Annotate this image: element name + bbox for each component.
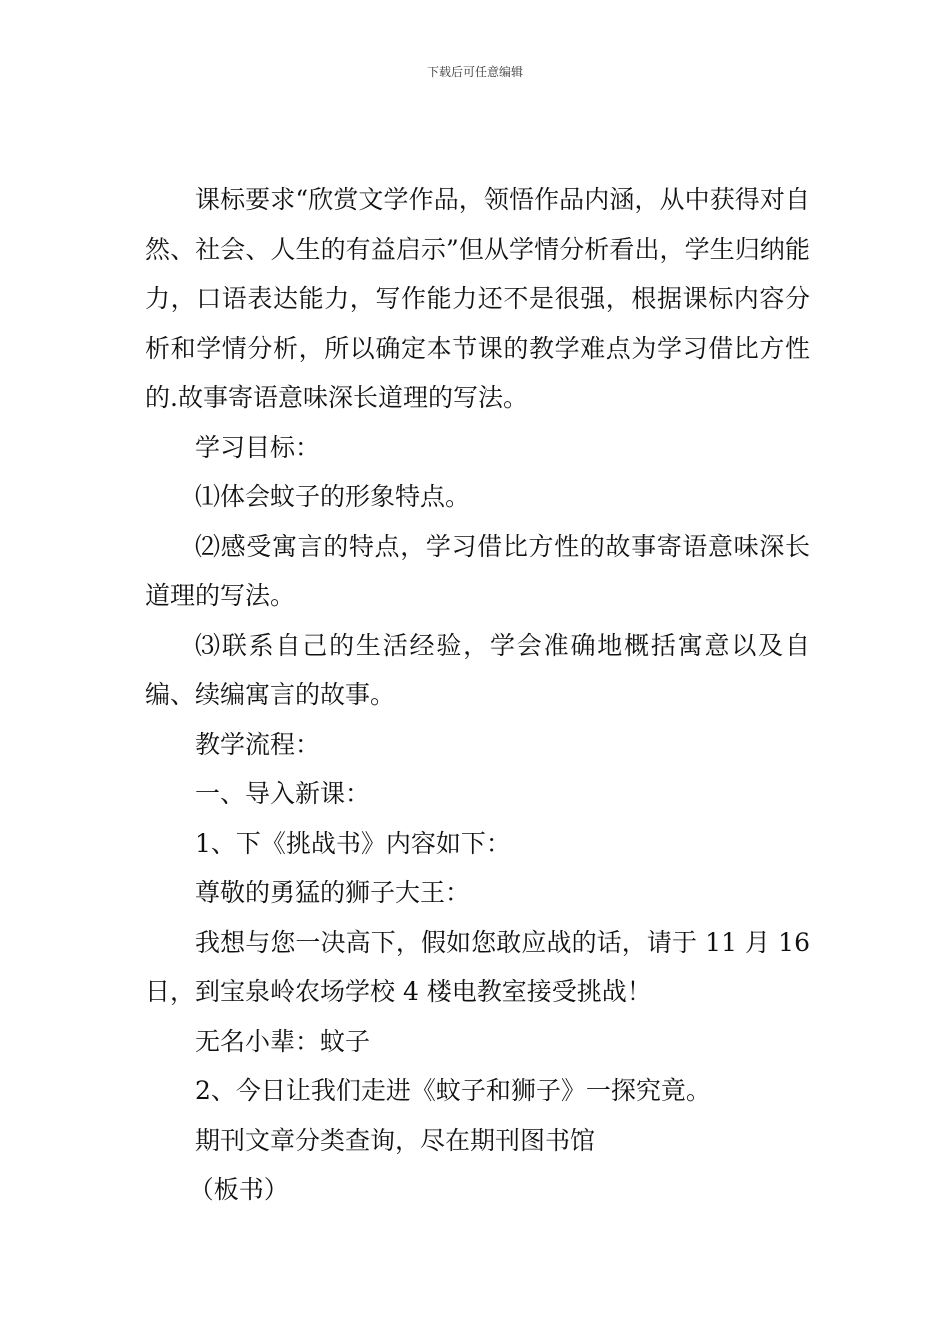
paragraph-goal-2: ⑵感受寓言的特点，学习借比方性的故事寄语意味深长道理的写法。 [145, 531, 810, 610]
paragraph-learning-goals-heading: 学习目标： [195, 432, 321, 462]
paragraph-explore-story: 2、今日让我们走进《蚊子和狮子》一探究竟。 [195, 1076, 711, 1105]
page-header: 下载后可任意编辑 [426, 65, 523, 79]
paragraph-challenge-body: 我想与您一决高下，假如您敢应战的话，请于 11 月 16 日，到宝泉岭农场学校 4 楼电教室接受挑战！ [145, 927, 810, 1006]
paragraph-section-intro: 一、导入新课： [195, 779, 371, 808]
paragraph-goal-1: ⑴体会蚊子的形象特点。 [195, 482, 471, 511]
paragraph-board-note: （板书） [188, 1175, 289, 1204]
document-body [145, 175, 810, 1215]
paragraph-signature: 无名小辈：蚊子 [195, 1026, 371, 1056]
paragraph-teaching-process-heading: 教学流程： [195, 729, 321, 759]
paragraph-course-standard: 课标要求“欣赏文学作品，领悟作品内涵，从中获得对自然、社会、人生的有益启示”但从学情分析看出，学生归纳能力，口语表达能力，写作能力还不是很强，根据课标内容分析和学情分析，所以确定本节课的教学难点为学习借比方性的.故事寄语意味深长道理的写法。 [145, 185, 810, 412]
paragraph-salutation: 尊敬的勇猛的狮子大王： [195, 878, 471, 907]
paragraph-challenge-letter-intro: 1、下《挑战书》内容如下： [195, 828, 511, 858]
paragraph-goal-3: ⑶联系自己的生活经验，学会准确地概括寓意以及自编、续编寓言的故事。 [145, 630, 810, 709]
paragraph-journal-note: 期刊文章分类查询，尽在期刊图书馆 [195, 1125, 596, 1155]
